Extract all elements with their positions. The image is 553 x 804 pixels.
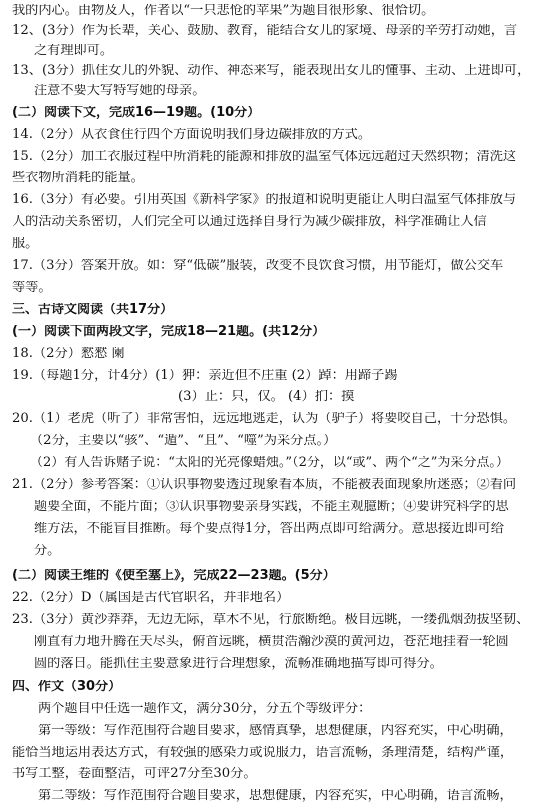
text-line: 些衣物所消耗的能量。 xyxy=(12,171,144,185)
text-line: 人的活动关系密切，人们完全可以通过选择自身行为减少碳排放，科学准确让人信 xyxy=(12,215,487,229)
section-heading: (二）阅读王维的《使至塞上》，完成22—23题。(5分） xyxy=(12,569,336,583)
text-line: 刚直有力地升腾在天尽头，俯首远眺，横贯浩瀚沙漠的黄河边，苍茫地挂着一轮圆 xyxy=(34,635,509,649)
text-line: （2分，主要以“骇”、“遁”、“且”、“噬”为采分点。） xyxy=(30,434,337,448)
text-line: 圆的落日。能抓住主要意象进行合理想象，流畅准确地描写即可得分。 xyxy=(34,657,443,671)
text-line: 等等。 xyxy=(12,281,52,295)
answer-13: 13、(3分）抓住女儿的外貌、动作、神态来写，能表现出女儿的懂事、主动、上进即可， xyxy=(12,64,531,78)
answer-17: 17.（3分）答案开放。如：穿“低碳”服装，改变不良饮食习惯，用节能灯，做公交车 xyxy=(12,259,504,273)
section-heading: 四、作文（30分） xyxy=(12,680,122,694)
text-line: 书写工整，卷面整洁，可评27分至30分。 xyxy=(12,767,257,781)
answer-14: 14.（2分）从衣食住行四个方面说明我们身边碳排放的方式。 xyxy=(12,128,372,142)
section-heading: (一）阅读下面两段文字，完成18—21题。(共12分） xyxy=(12,325,326,339)
answer-23: 23.（3分）黄沙莽莽，无边无际，草木不见，行旅断绝。极目远眺，一缕孤烟劲拔坚韧、 xyxy=(12,613,530,627)
answer-20: 20.（1）老虎（听了）非常害怕，远远地逃走，认为（驴子）将要咬自己，十分恐惧。 xyxy=(12,412,517,426)
section-heading: 三、古诗文阅读（共17分） xyxy=(12,303,174,317)
text-line: 维方法，不能盲目推断。每个要点得1分，答出两点即可给满分。意思接近即可给 xyxy=(34,522,504,536)
text-line: 我的内心。由物及人，作者以“一只悲怆的苹果”为题目很形象、很恰切。 xyxy=(12,4,435,18)
answer-22: 22.（2分）D（属国是古代官职名，并非地名） xyxy=(12,591,290,605)
text-line: 题要全面，不能片面；③认识事物要亲身实践，不能主观臆断；④要讲究科学的思 xyxy=(34,500,509,514)
text-line: 之有理即可。 xyxy=(34,44,114,58)
answer-15: 15.（2分）加工衣服过程中所消耗的能源和排放的温室气体远远超过天然织物；清洗这 xyxy=(12,150,517,164)
section-heading: (二）阅读下文，完成16—19题。(10分） xyxy=(12,106,261,120)
text-line: (3）止：只，仅。 (4）扪：摸 xyxy=(178,390,355,404)
grading-level-2: 第二等级：写作范围符合题目要求，思想健康，内容充实，中心明确，语言流畅， xyxy=(38,789,513,803)
answer-12: 12、(3分）作为长辈，关心、鼓励、教育，能结合女儿的家境、母亲的辛劳打动她，言 xyxy=(12,24,518,38)
text-line: 两个题目中任选一题作文，满分30分，分五个等级评分： xyxy=(38,702,372,716)
text-line: 能恰当地运用表达方式，有较强的感染力或说服力，语言流畅，条理清楚，结构严谨， xyxy=(12,746,514,760)
text-line: 分。 xyxy=(34,544,61,558)
answer-18: 18.（2分）憖憖 阑 xyxy=(12,347,125,361)
grading-level-1: 第一等级：写作范围符合题目要求，感情真挚，思想健康，内容充实，中心明确， xyxy=(38,724,513,738)
answer-19: 19.（每题1分，计4分）(1）狎：亲近但不庄重 (2）踔：用蹄子踢 xyxy=(12,369,398,383)
text-line: 注意不要大写特写她的母亲。 xyxy=(34,84,206,98)
answer-16: 16.（3分）有必要。引用英国《新科学家》的报道和说明更能让人明白温室气体排放与 xyxy=(12,193,517,207)
text-line: 服。 xyxy=(12,237,39,251)
text-line: （2）有人告诉赌子说：“太阳的光亮像蜡烛。”（2分，以“或”、两个“之”为采分点。） xyxy=(30,456,509,470)
answer-21: 21.（2分）参考答案：①认识事物要透过现象看本质，不能被表面现象所迷惑；②看问 xyxy=(12,478,517,492)
